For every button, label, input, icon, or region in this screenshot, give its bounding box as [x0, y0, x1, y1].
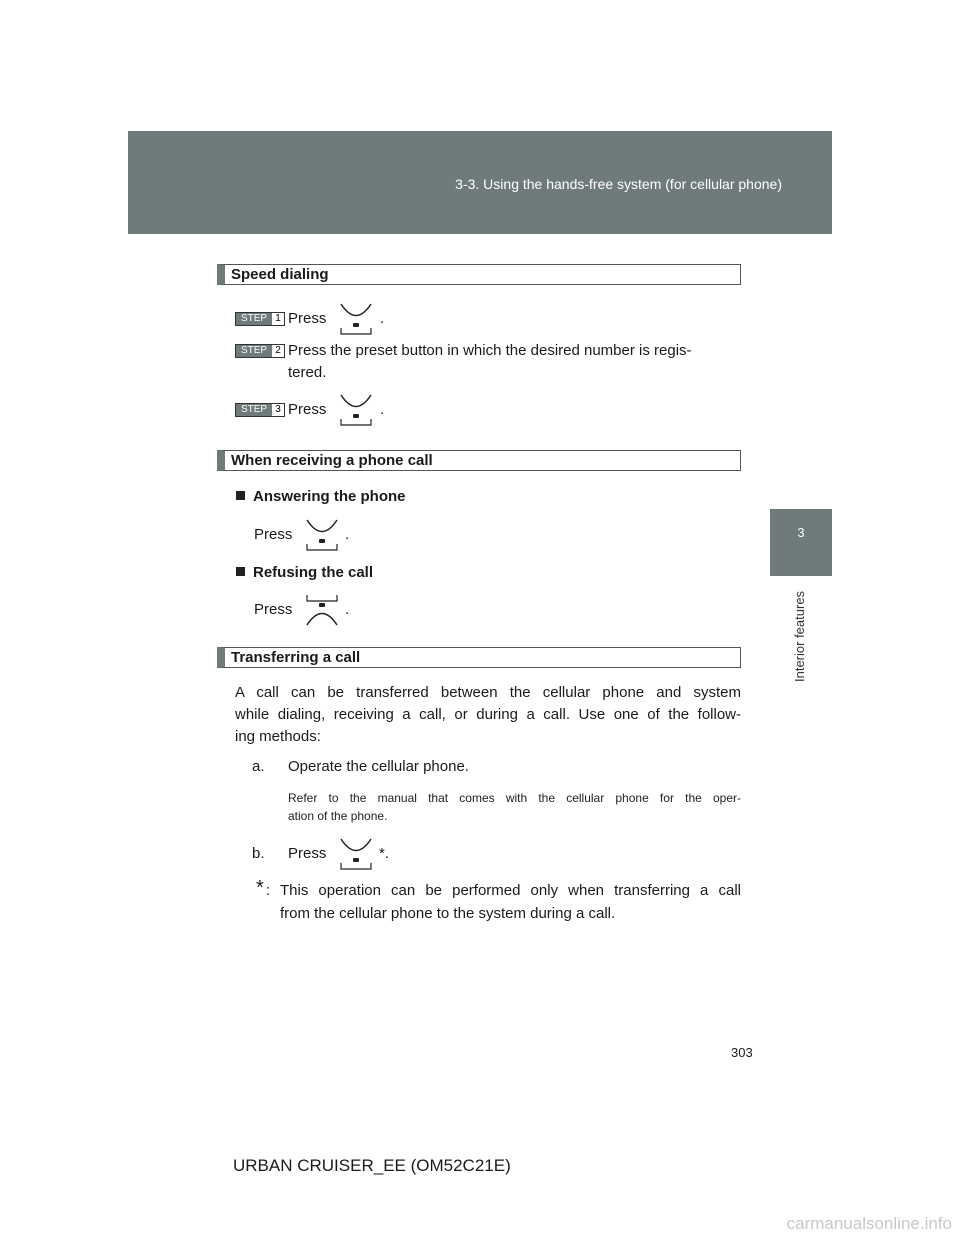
- chapter-number: 3: [797, 525, 805, 540]
- transfer-para-line3: ing methods:: [235, 728, 321, 745]
- footnote-line2: from the cellular phone to the system during a call.: [280, 905, 616, 922]
- step-3-badge: [235, 403, 285, 417]
- refusing-period: .: [345, 601, 350, 618]
- header-band: [128, 131, 832, 234]
- option-b-letter: b.: [252, 845, 265, 862]
- refusing-press: Press: [254, 601, 293, 618]
- answering-title-text: Answering the phone: [253, 488, 406, 505]
- phone-off-hook-icon: [338, 301, 374, 337]
- option-b-text: Press: [288, 845, 327, 862]
- footnote-mark: *: [256, 877, 264, 899]
- step-3-period: .: [380, 401, 385, 418]
- phone-off-hook-icon: [304, 517, 340, 553]
- phone-off-hook-icon: [338, 392, 374, 428]
- step-3-press: Press: [288, 401, 327, 418]
- step-2-text-line2: tered.: [288, 364, 327, 381]
- refusing-title-text: Refusing the call: [253, 564, 374, 581]
- step-1-badge: [235, 312, 285, 326]
- phone-on-hook-icon: [304, 592, 340, 628]
- section-title: 3-3. Using the hands-free system (for cellular phone): [455, 176, 782, 192]
- chapter-tab: [770, 509, 832, 576]
- note-line1: Refer to the manual that comes with the cellular phone for the oper-: [288, 791, 741, 805]
- answering-title: [236, 486, 406, 508]
- option-a-text: Operate the cellular phone.: [288, 758, 469, 775]
- option-b-asterisk: *.: [379, 845, 390, 862]
- watermark: carmanualsonline.info: [786, 1214, 952, 1233]
- step-number: 3: [272, 404, 284, 416]
- option-a-letter: a.: [252, 758, 265, 775]
- page-number: 303: [731, 1045, 753, 1060]
- footer-model: URBAN CRUISER_EE (OM52C21E): [233, 1156, 511, 1175]
- step-2-badge: [235, 344, 285, 358]
- answering-press: Press: [254, 526, 293, 543]
- step-number: 1: [272, 313, 284, 325]
- answering-period: .: [345, 526, 350, 543]
- speed-dialing-heading: Speed dialing: [217, 264, 741, 285]
- transfer-para-line2: while dialing, receiving a call, or during a call. Use one of the follow-: [235, 706, 741, 723]
- bullet-square-icon: [236, 491, 245, 500]
- step-word: STEP: [236, 345, 272, 357]
- step-1-period: .: [380, 310, 385, 327]
- transfer-para-line1: A call can be transferred between the cellular phone and system: [235, 684, 741, 701]
- step-word: STEP: [236, 313, 272, 325]
- refusing-title: [236, 562, 373, 584]
- chapter-label: Interior features: [792, 590, 807, 682]
- step-1-press: Press: [288, 310, 327, 327]
- bullet-square-icon: [236, 567, 245, 576]
- step-2-text-line1: Press the preset button in which the desired number is regis-: [288, 342, 692, 359]
- footnote-line1: : This operation can be performed only when transferring a call: [266, 882, 741, 899]
- step-number: 2: [272, 345, 284, 357]
- receiving-heading: When receiving a phone call: [217, 450, 741, 471]
- transferring-heading: Transferring a call: [217, 647, 741, 668]
- phone-off-hook-icon: [338, 836, 374, 872]
- step-word: STEP: [236, 404, 272, 416]
- note-line2: ation of the phone.: [288, 809, 388, 823]
